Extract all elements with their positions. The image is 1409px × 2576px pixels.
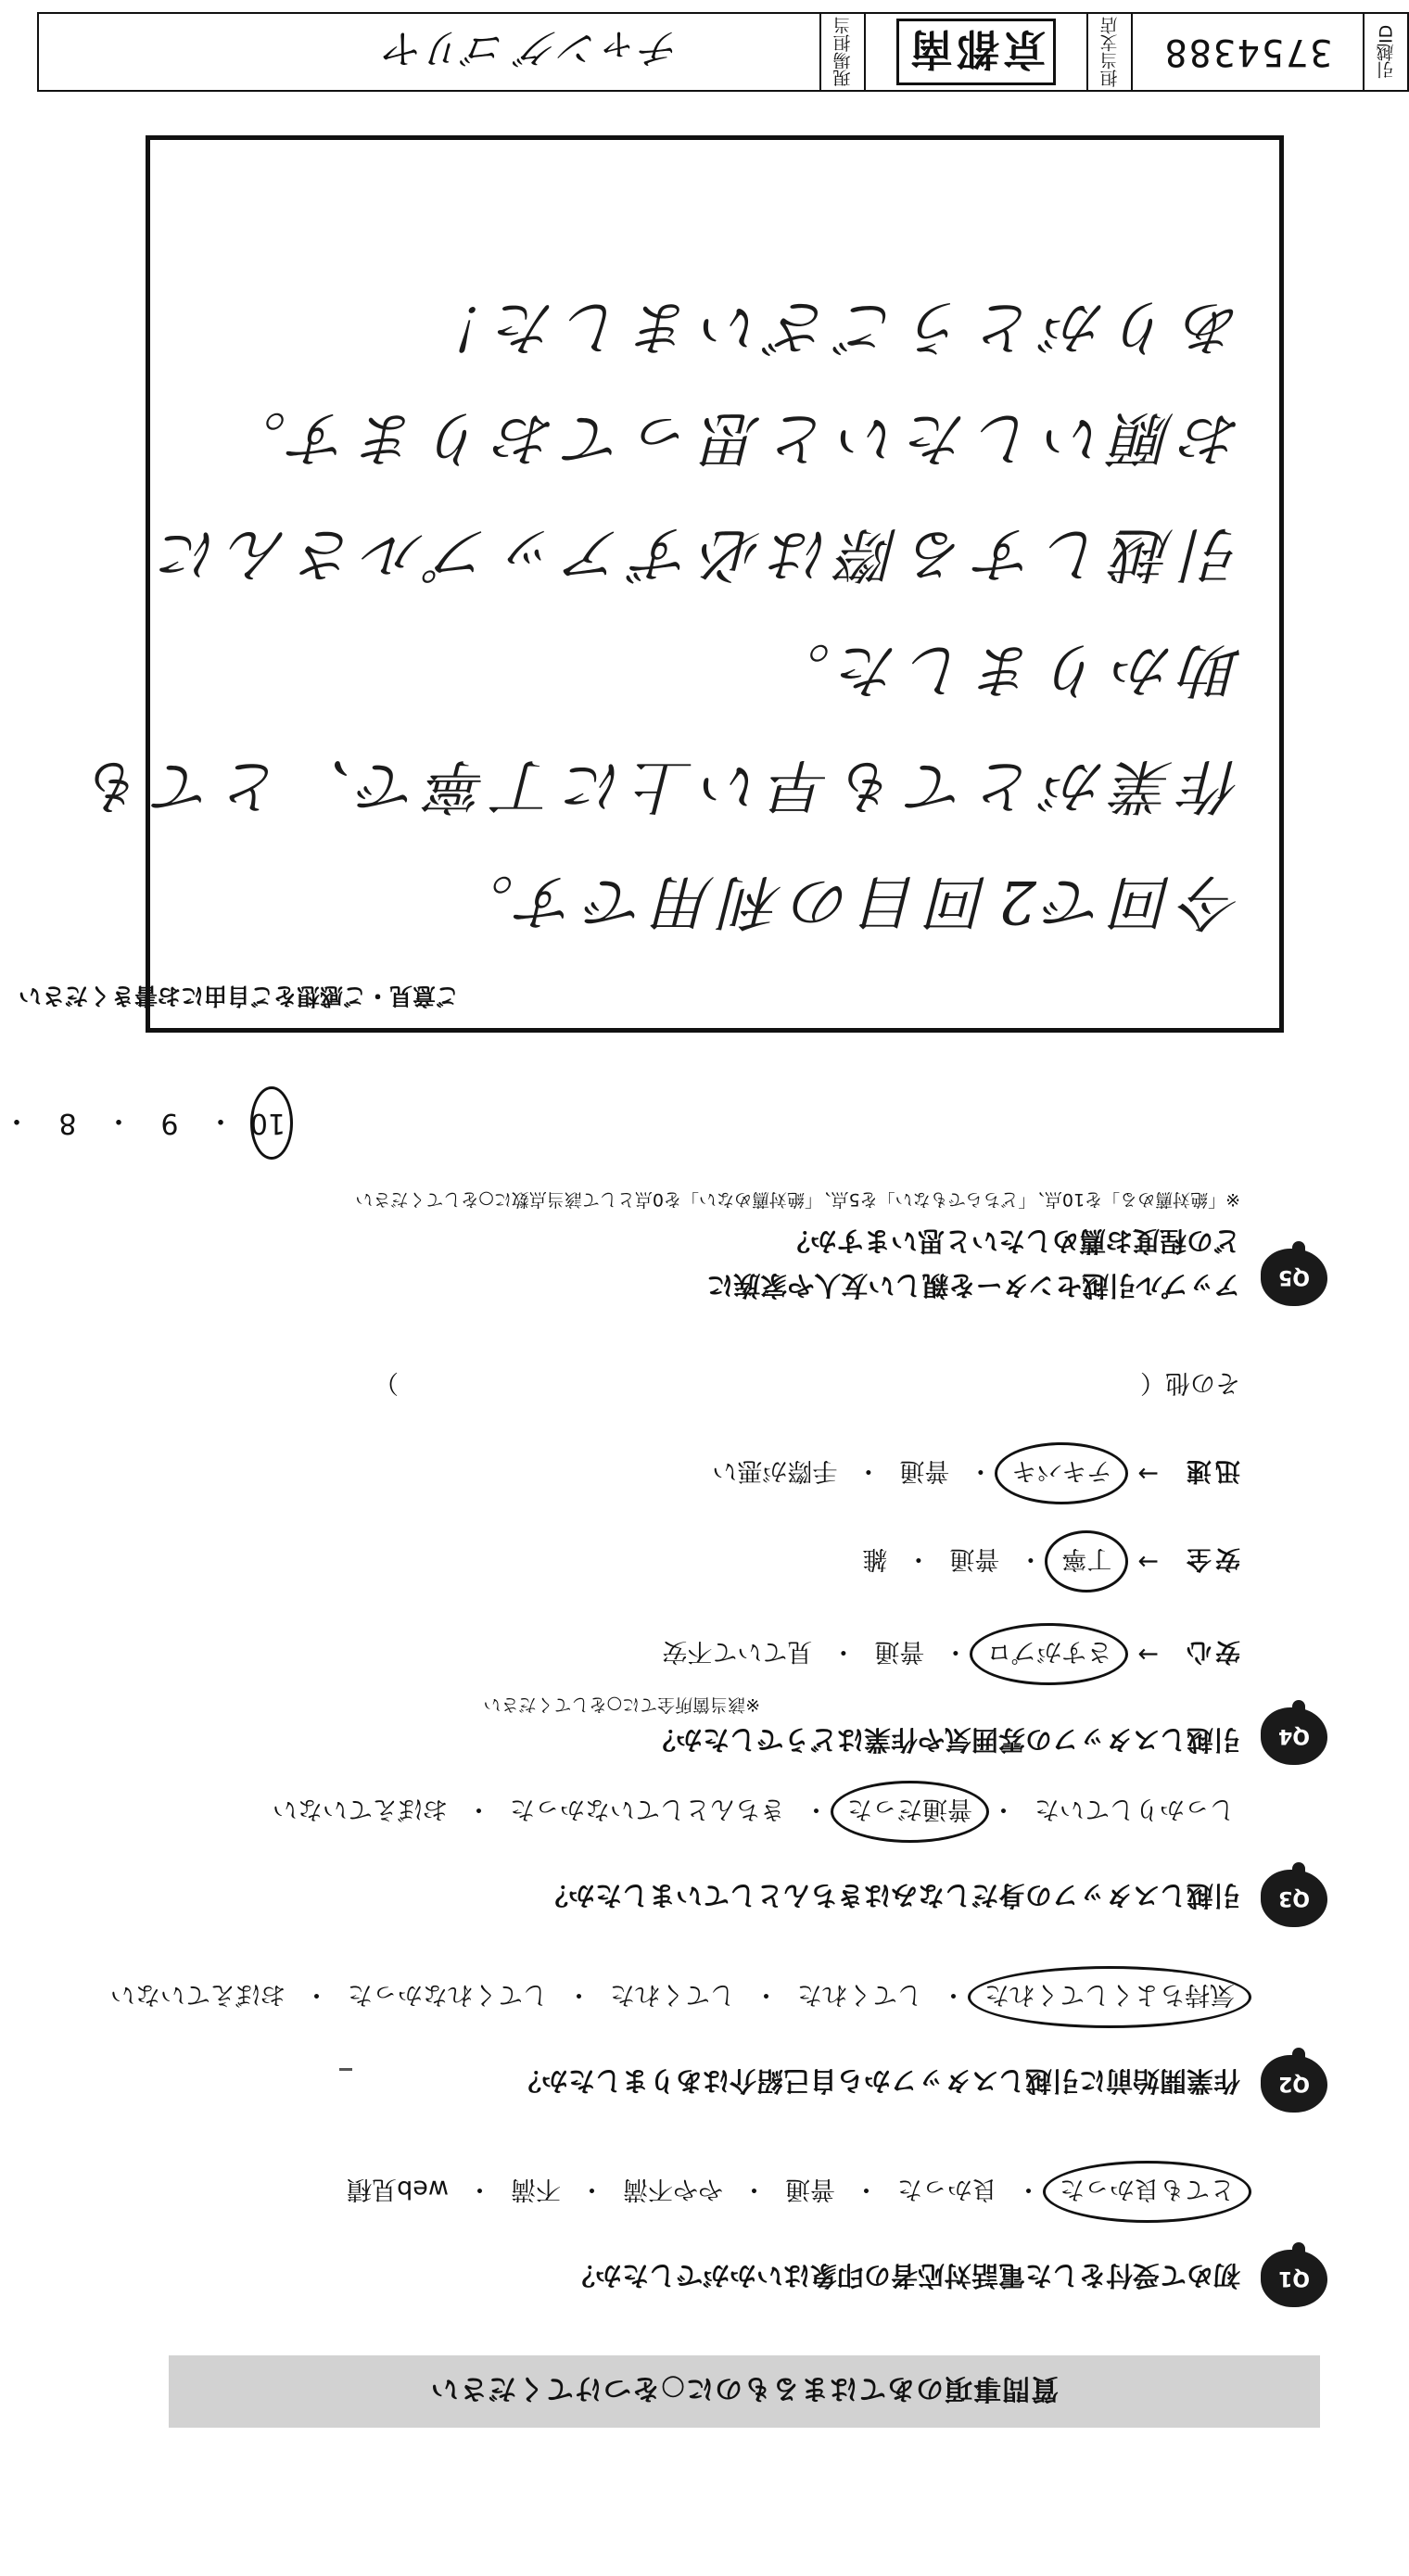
- instruction-text: 質問事項のあてはまるものに○をつけてください: [429, 2372, 1060, 2405]
- comment-line: 作業がとても早い上に丁寧で、とても: [77, 751, 1242, 819]
- comment-label: ご意見・ご感想をご自由にお書きください: [18, 983, 459, 1009]
- comment-line: 今回で2回目の利用です。: [445, 867, 1242, 935]
- q4-marker: Q4: [1261, 1707, 1327, 1765]
- q4-option[interactable]: さすがプロ: [981, 1636, 1117, 1672]
- q1-option[interactable]: とても良かった: [1054, 2174, 1240, 2210]
- scan-mark: [339, 2068, 352, 2071]
- instruction-header: [169, 2355, 1320, 2428]
- q3-option[interactable]: きちんとしていなかった: [510, 1795, 785, 1823]
- q4-option[interactable]: 見ていて不安: [662, 1637, 813, 1666]
- q2-option[interactable]: おぼえていない: [110, 1980, 286, 2009]
- staff-table: [37, 12, 1409, 92]
- leader-value-cell: [39, 14, 819, 90]
- scale-option[interactable]: 8: [58, 1107, 77, 1140]
- scale-separator: ・: [105, 1104, 133, 1136]
- q4-option[interactable]: 丁寧: [1056, 1543, 1117, 1580]
- arrow-right-icon: →: [1137, 1459, 1159, 1488]
- q3-option[interactable]: しっかりしていた: [1035, 1795, 1235, 1823]
- arrow-right-icon: →: [1137, 1547, 1159, 1576]
- id-label: 引越ID: [1363, 14, 1407, 90]
- q2-title: 作業開始前に引越しスタッフから自己紹介はありましたか？: [514, 2065, 1240, 2097]
- q1-options: とても良かった ・ 良かった ・ 普通 ・ やや不満 ・ 不満 ・ web見積: [341, 2174, 1240, 2210]
- q2-option[interactable]: 気持ちよくしてくれた: [979, 1979, 1240, 2015]
- q1-option[interactable]: 良かった: [897, 2175, 997, 2203]
- comment-line: お願いしたいと思っております。: [218, 403, 1242, 472]
- q1-option[interactable]: やや不満: [623, 2175, 723, 2203]
- q4-note: ※該当箇所全てに○をしてください: [483, 1694, 760, 1715]
- id-value: 3754388: [1162, 31, 1333, 73]
- q4-other: [374, 1367, 1240, 1403]
- q4-option[interactable]: 雑: [862, 1544, 888, 1573]
- q3-option[interactable]: 普通だった: [842, 1794, 978, 1830]
- q2-option[interactable]: してくれた: [610, 1980, 735, 2009]
- q4-option[interactable]: 普通: [899, 1456, 950, 1485]
- scale-option[interactable]: 10: [249, 1107, 286, 1140]
- q4-other-close: ）: [374, 1368, 399, 1397]
- comment-line: ありがとうございました！: [419, 292, 1242, 361]
- scale-separator: ・: [207, 1104, 235, 1136]
- q5-note: ※「絶対薦める」を10点、「どちらでもない」を5点、「絶対薦めない」を0点として該当点数に○をしてください: [355, 1189, 1240, 1210]
- q2-option[interactable]: してくれた: [797, 1980, 922, 2009]
- q4-option[interactable]: 普通: [949, 1544, 1000, 1573]
- q2-options: 気持ちよくしてくれた ・ してくれた ・ してくれた ・ してくれなかった ・ おぼえていない: [105, 1979, 1240, 2015]
- q4-row-jinsoku: 迅速 → テキパキ ・ 普通 ・ 手際が悪い: [706, 1455, 1240, 1491]
- q3-title: 引越しスタッフの身だしなみはきちんとしていましたか？: [540, 1880, 1240, 1911]
- id-value-cell: [1131, 14, 1363, 90]
- q1-title: 初めて受付をした電話対応者の印象はいかがでしたか？: [567, 2260, 1240, 2291]
- q4-other-label: その他（: [1140, 1368, 1240, 1397]
- leader-label: 現場担当: [819, 14, 864, 90]
- q1-option[interactable]: web見積: [347, 2175, 449, 2203]
- scale-separator: ・: [3, 1104, 31, 1136]
- q2-marker: Q2: [1261, 2055, 1327, 2113]
- branch-label: 担当支店: [1086, 14, 1131, 90]
- q5-scale: [0, 1103, 286, 1144]
- scale-option[interactable]: 9: [160, 1107, 179, 1140]
- q4-option[interactable]: 普通: [874, 1637, 925, 1666]
- q3-options: しっかりしていた ・ 普通だった ・ きちんとしていなかった ・ おぼえていない: [267, 1794, 1240, 1830]
- comment-line: 引越しする際は必ずアップルさんに: [151, 519, 1242, 588]
- q3-marker: Q3: [1261, 1870, 1327, 1927]
- branch-stamp: 京都南: [896, 19, 1056, 85]
- q2-option[interactable]: してくれなかった: [348, 1980, 548, 2009]
- q4-option[interactable]: 手際が悪い: [712, 1456, 838, 1485]
- q1-option[interactable]: 不満: [511, 2175, 561, 2203]
- q4-row-label: 安心: [1183, 1637, 1240, 1666]
- q4-row-anshin: 安心 → さすがプロ ・ 普通 ・ 見ていて不安: [656, 1636, 1240, 1672]
- q5-marker: Q5: [1261, 1249, 1327, 1306]
- q4-row-label: 安全: [1183, 1544, 1240, 1573]
- q5-title-line2: どの程度お薦めしたいと思いますか？: [782, 1225, 1240, 1257]
- q3-option[interactable]: おぼえていない: [273, 1795, 448, 1823]
- q1-marker: Q1: [1261, 2250, 1327, 2307]
- branch-value-cell: [864, 14, 1086, 90]
- q1-option[interactable]: 普通: [785, 2175, 835, 2203]
- arrow-right-icon: →: [1137, 1640, 1159, 1669]
- q5-title-line1: アップル引越センターを親しい友人や家族に: [706, 1270, 1240, 1301]
- comment-line: 助かりました。: [762, 635, 1242, 704]
- q4-option[interactable]: テキパキ: [1006, 1455, 1117, 1491]
- leader-signature: チャング ゴリヤ: [385, 24, 680, 71]
- q4-title: 引越しスタッフの雰囲気や作業はどうでしたか？: [648, 1724, 1240, 1756]
- q4-row-anzen: 安全 → 丁寧 ・ 普通 ・ 雑: [857, 1543, 1240, 1580]
- q4-row-label: 迅速: [1183, 1456, 1240, 1485]
